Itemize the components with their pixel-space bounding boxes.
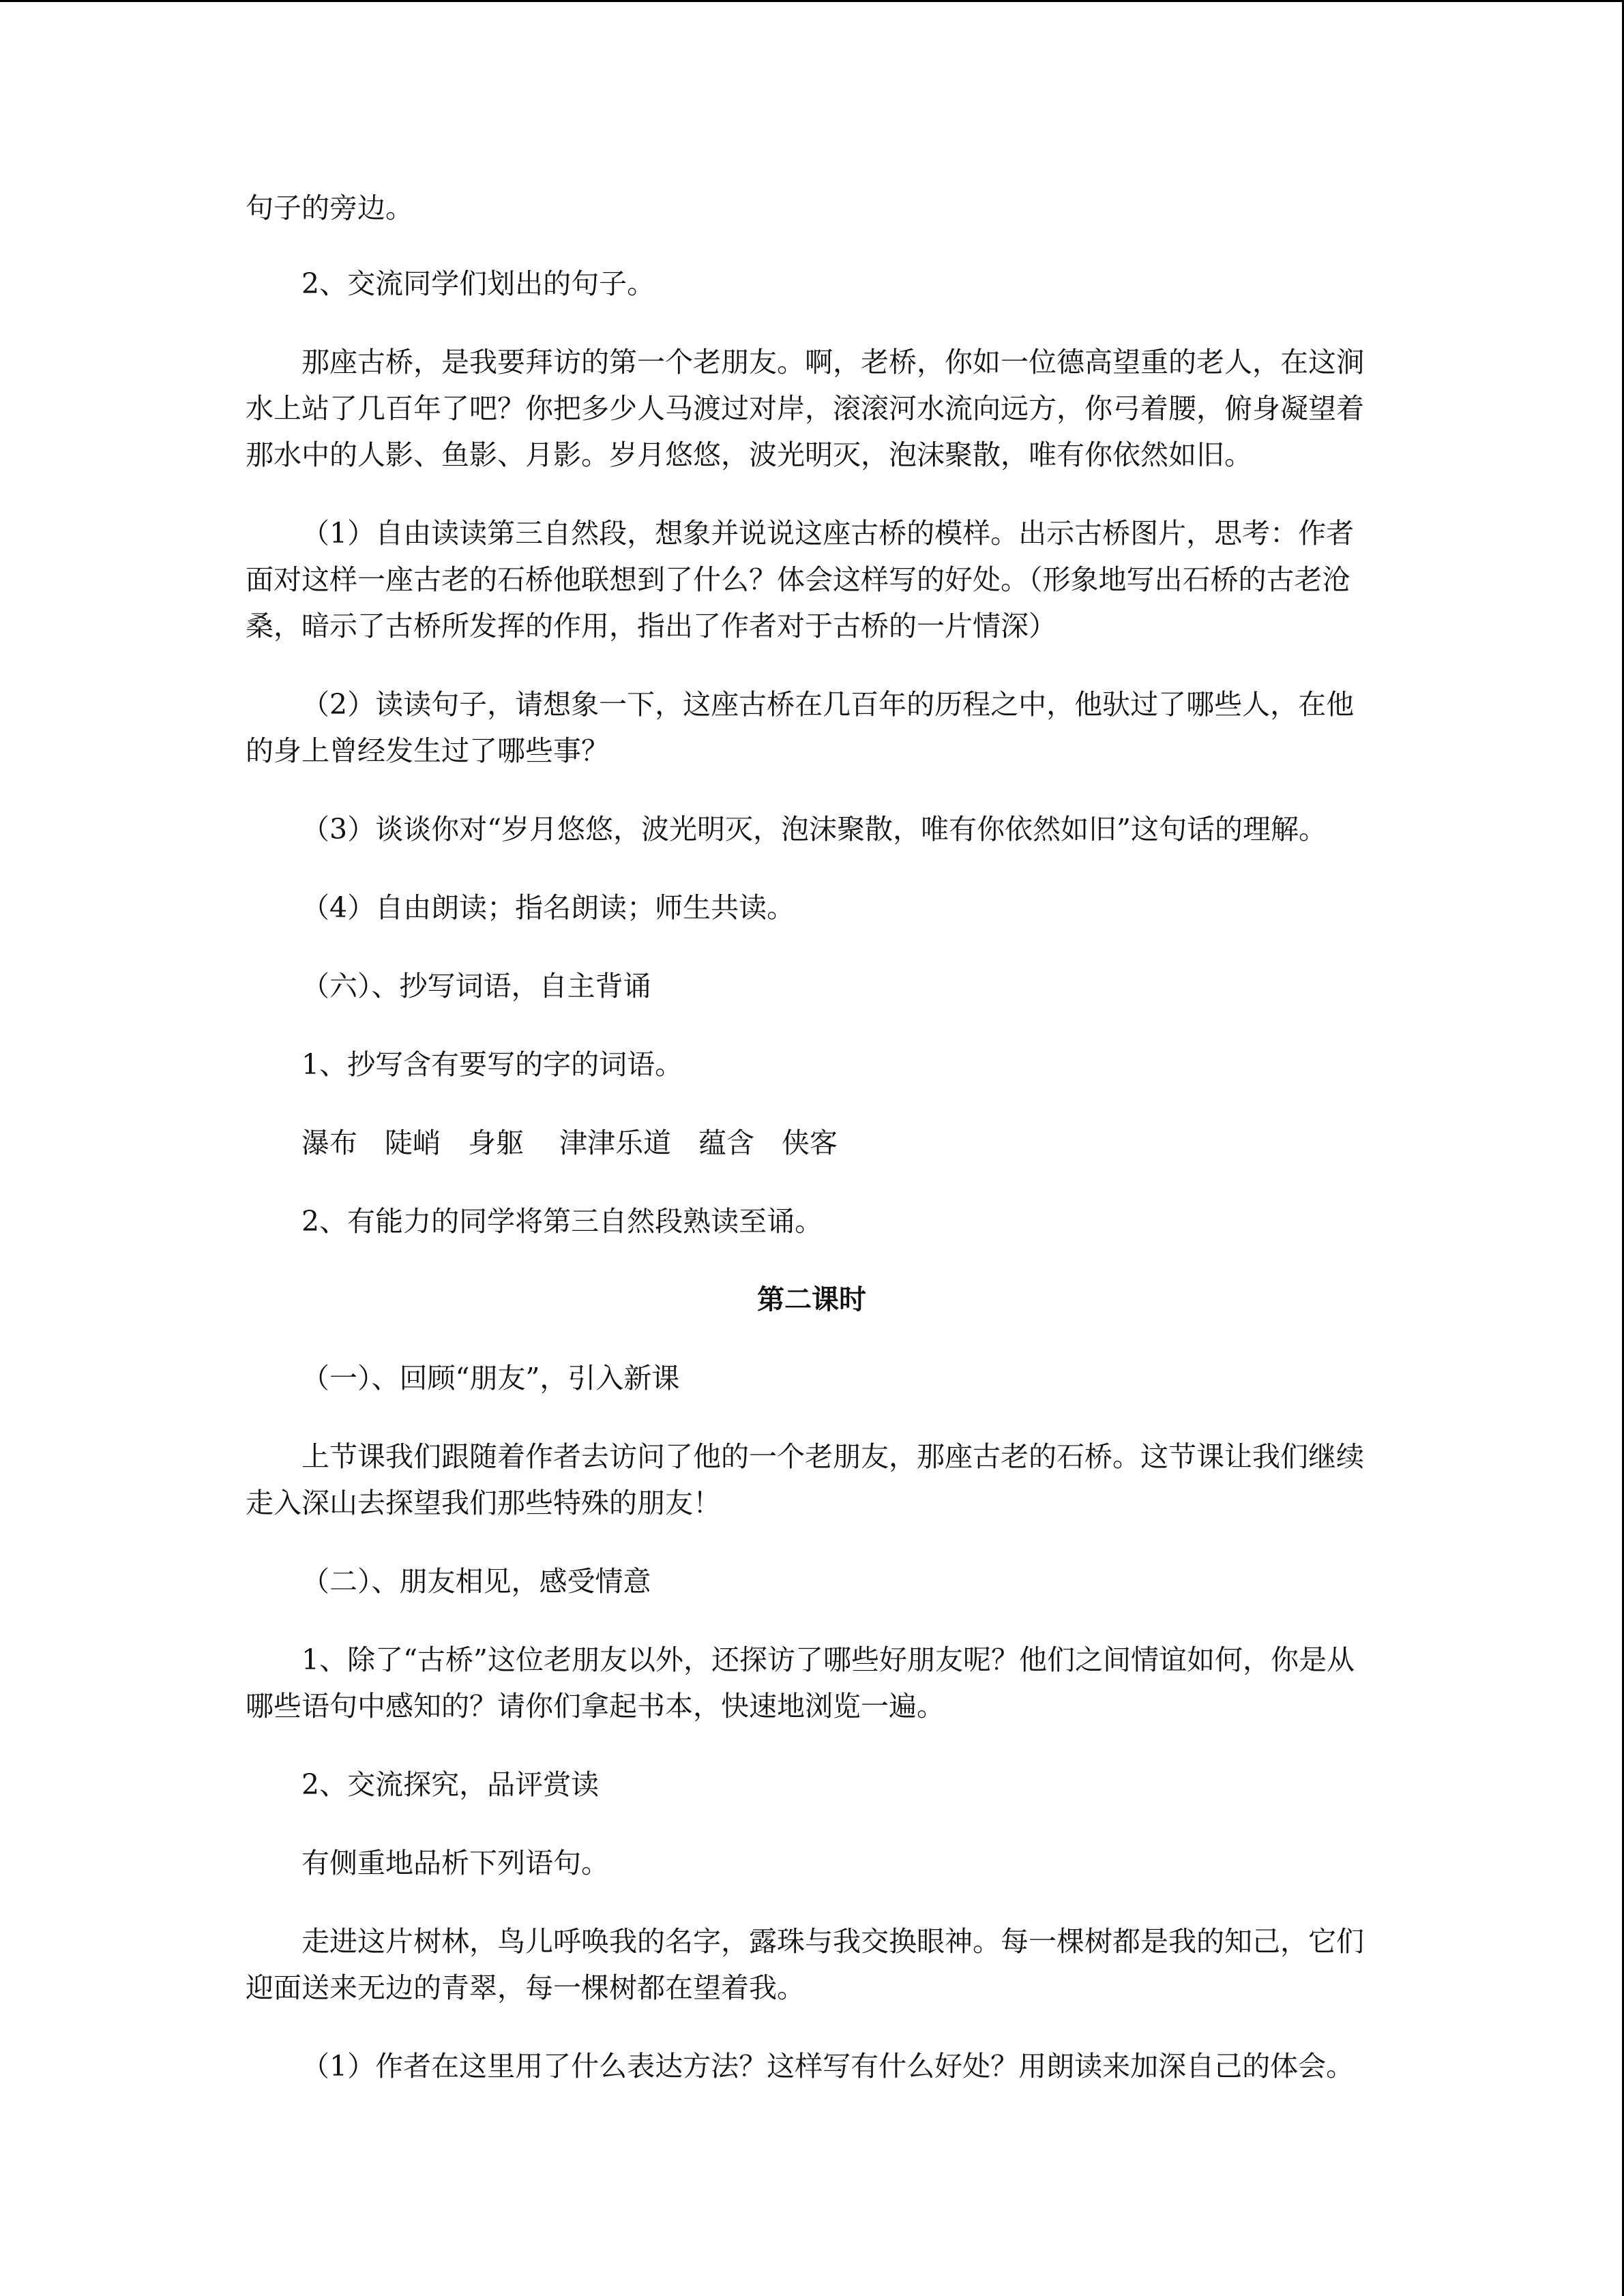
question-expression: （1）作者在这里用了什么表达方法？这样写有什么好处？用朗读来加深自己的体会。 [301,2050,1355,2083]
vocabulary-word: 瀑布 [301,1127,357,1159]
paragraph-continuation: 句子的旁边。 [246,192,413,224]
question-2: （2）读读句子，请想象一下，这座古桥在几百年的历程之中，他驮过了哪些人，在他的身上曾经发生过了哪些事？ [246,688,1355,767]
vocabulary-word: 蕴含 [698,1127,754,1159]
lesson-two-heading: 第二课时 [757,1284,866,1315]
vocabulary-word: 津津乐道 [559,1127,671,1159]
section-six-heading: （六）、抄写词语，自主背诵 [301,970,651,1002]
question-1: （1）自由读读第三自然段，想象并说说这座古桥的模样。出示古桥图片，思考：作者面对这样一座古老的石桥他联想到了什么？体会这样写的好处。（形象地写出石桥的古老沧桑，暗示了古桥所发挥的作用，指出了作者对于古桥的一片情深） [246,517,1355,642]
vocabulary-word: 陡峭 [385,1127,441,1159]
step-copy-words: 1、抄写含有要写的字的词语。 [301,1048,683,1081]
section-two-heading: （二）、朋友相见，感受情意 [301,1565,651,1598]
question-4: （4）自由朗读；指名朗读；师生共读。 [301,891,795,924]
section-one-heading: （一）、回顾“朋友”，引入新课 [301,1362,680,1395]
vocabulary-word: 侠客 [782,1127,838,1159]
quote-forest: 走进这片树林，鸟儿呼唤我的名字，露珠与我交换眼神。每一棵树都是我的知己，它们迎面送来无边的青翠，每一棵树都在望着我。 [246,1925,1364,2004]
step-explore-friends: 1、除了“古桥”这位老朋友以外，还探访了哪些好朋友呢？他们之间情谊如何，你是从哪些语句中感知的？请你们拿起书本，快速地浏览一遍。 [246,1643,1355,1723]
step-discuss: 2、交流探究，品评赏读 [301,1768,600,1801]
document-body [246,185,1378,2089]
quote-old-bridge: 那座古桥，是我要拜访的第一个老朋友。啊，老桥，你如一位德高望重的老人，在这涧水上站了几百年了吧？你把多少人马渡过对岸，滚滚河水流向远方，你弓着腰，俯身凝望着那水中的人影、鱼影、月影。岁月悠悠，波光明灭，泡沫聚散，唯有你依然如旧。 [246,346,1364,471]
step-exchange-sentences: 2、交流同学们划出的句子。 [301,267,655,300]
question-3: （3）谈谈你对“岁月悠悠，波光明灭，泡沫聚散，唯有你依然如旧”这句话的理解。 [301,813,1327,846]
step-analyze: 有侧重地品析下列语句。 [301,1847,609,1879]
step-recite: 2、有能力的同学将第三自然段熟读至诵。 [301,1205,823,1238]
vocabulary-list [246,1120,1378,1166]
intro-paragraph: 上节课我们跟随着作者去访问了他的一个老朋友，那座古老的石桥。这节课让我们继续走入深山去探望我们那些特殊的朋友！ [246,1440,1364,1519]
vocabulary-word: 身躯 [468,1127,524,1159]
